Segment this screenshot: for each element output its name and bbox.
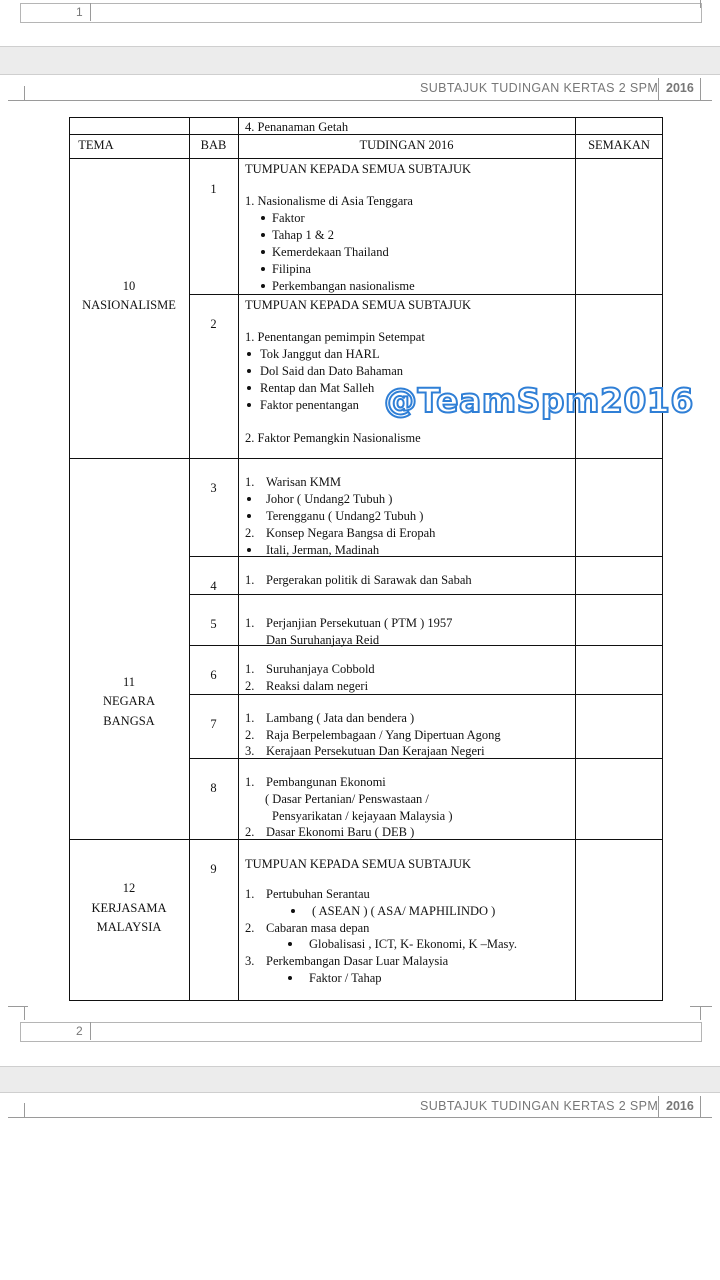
bab7-num: 3.	[245, 744, 255, 758]
rule-line	[8, 1117, 712, 1118]
bullet-icon	[247, 514, 251, 518]
bullet-icon	[247, 352, 251, 356]
rule-line	[0, 1092, 720, 1093]
rule-line	[0, 1066, 720, 1067]
bab3-bullet: Itali, Jerman, Madinah	[266, 543, 380, 557]
bab1-bullet: Kemerdekaan Thailand	[272, 245, 389, 259]
bullet-icon	[247, 386, 251, 390]
tema-12-name-line2: MALAYSIA	[96, 920, 162, 934]
rule-line	[690, 1006, 712, 1007]
bab9-num: 1.	[245, 887, 255, 901]
header-title: SUBTAJUK TUDINGAN KERTAS 2 SPM	[420, 81, 659, 95]
bab8-line: Pembangunan Ekonomi	[266, 775, 386, 789]
watermark-text: @TeamSpm2016	[384, 381, 694, 420]
bab2-bullet: Dol Said dan Dato Bahaman	[260, 364, 404, 378]
page-number: 2	[76, 1024, 83, 1038]
rule-line	[8, 1006, 28, 1007]
rule-line	[189, 294, 663, 295]
tema-10-name: NASIONALISME	[82, 298, 176, 312]
bab2-bullet: Rentap dan Mat Salleh	[260, 381, 375, 395]
bab-number: 2	[210, 317, 217, 331]
bab4-num: 1.	[245, 573, 255, 587]
bab9-num: 2.	[245, 921, 255, 935]
rule-line	[24, 1006, 25, 1020]
bab9-line: Pertubuhan Serantau	[266, 887, 370, 901]
bab6-num: 1.	[245, 662, 255, 676]
rule-line	[24, 1103, 25, 1117]
bab1-bullet: Filipina	[272, 262, 311, 276]
tema-11-name-line1: NEGARA	[102, 694, 156, 708]
rule-line	[575, 117, 576, 1001]
bab-number: 7	[210, 717, 217, 731]
bab9-focus: TUMPUAN KEPADA SEMUA SUBTAJUK	[245, 857, 472, 871]
bab-number: 4	[210, 579, 217, 593]
bab3-bullet: Terengganu ( Undang2 Tubuh )	[266, 509, 424, 523]
bullet-icon	[247, 369, 251, 373]
bab2-focus: TUMPUAN KEPADA SEMUA SUBTAJUK	[245, 298, 472, 312]
footer-frame	[20, 3, 702, 23]
rule-line	[69, 158, 663, 159]
rule-line	[69, 117, 70, 1001]
bab5-line: Dan Suruhanjaya Reid	[266, 633, 380, 647]
rule-line	[0, 46, 720, 47]
page-number: 1	[76, 5, 83, 19]
bab2-item2: 2. Faktor Pemangkin Nasionalisme	[245, 431, 421, 445]
bab1-bullet: Tahap 1 & 2	[272, 228, 334, 242]
footer-frame	[20, 1022, 702, 1042]
rule-line	[69, 1000, 663, 1001]
bab3-num: 1.	[245, 475, 255, 489]
rule-line	[700, 1006, 701, 1020]
bab1-focus: TUMPUAN KEPADA SEMUA SUBTAJUK	[245, 162, 472, 176]
rule-line	[189, 594, 663, 595]
bab8-num: 2.	[245, 825, 255, 839]
bullet-icon	[261, 267, 265, 271]
rule-line	[238, 117, 239, 1001]
rule-line	[662, 117, 663, 1001]
rule-line	[69, 458, 663, 459]
bab3-line: Konsep Negara Bangsa di Eropah	[266, 526, 436, 540]
bab-number: 8	[210, 781, 217, 795]
bullet-icon	[247, 497, 251, 501]
carryover-item: 4. Penanaman Getah	[245, 120, 349, 134]
bab9-bullet: Globalisasi , ICT, K- Ekonomi, K –Masy.	[309, 937, 517, 951]
bullet-icon	[261, 233, 265, 237]
bab-number: 6	[210, 668, 217, 682]
page-gap	[0, 1066, 720, 1092]
bab-number: 3	[210, 481, 217, 495]
rule-line	[189, 556, 663, 557]
col-header-bab: BAB	[200, 138, 227, 152]
header-year: 2016	[666, 81, 694, 95]
bullet-icon	[247, 403, 251, 407]
rule-line	[8, 100, 712, 101]
page-gap	[0, 46, 720, 74]
bab-number: 5	[210, 617, 217, 631]
bab8-num: 1.	[245, 775, 255, 789]
rule-line	[189, 645, 663, 646]
tema-10-number: 10	[122, 279, 136, 293]
bab7-line: Raja Berpelembagaan / Yang Dipertuan Agong	[266, 728, 501, 742]
rule-line	[24, 86, 25, 100]
rule-line	[69, 117, 663, 118]
rule-line	[69, 134, 663, 135]
bab8-line: Dasar Ekonomi Baru ( DEB )	[266, 825, 415, 839]
bullet-icon	[288, 942, 292, 946]
rule-line	[0, 74, 720, 75]
rule-line	[700, 1096, 701, 1117]
bab1-item: 1. Nasionalisme di Asia Tenggara	[245, 194, 413, 208]
bab6-num: 2.	[245, 679, 255, 693]
bab1-bullet: Faktor	[272, 211, 305, 225]
tema-12-number: 12	[122, 881, 136, 895]
bab2-bullet: Tok Janggut dan HARL	[260, 347, 380, 361]
bab9-line: Cabaran masa depan	[266, 921, 370, 935]
tema-11-number: 11	[122, 675, 136, 689]
bullet-icon	[288, 976, 292, 980]
bab7-num: 2.	[245, 728, 255, 742]
tema-12-name-line1: KERJASAMA	[91, 901, 167, 915]
bab2-item1: 1. Penentangan pemimpin Setempat	[245, 330, 425, 344]
col-header-semakan: SEMAKAN	[588, 138, 650, 152]
bab7-num: 1.	[245, 711, 255, 725]
tema-11-name-line2: BANGSA	[103, 714, 155, 728]
rule-line	[189, 694, 663, 695]
col-header-tudingan: TUDINGAN 2016	[359, 138, 454, 152]
bab2-bullet: Faktor penentangan	[260, 398, 359, 412]
bab3-line: Warisan KMM	[266, 475, 342, 489]
bullet-icon	[247, 548, 251, 552]
bab9-num: 3.	[245, 954, 255, 968]
rule-line	[90, 3, 91, 21]
bab5-line: Perjanjian Persekutuan ( PTM ) 1957	[266, 616, 453, 630]
bab1-bullet: Perkembangan nasionalisme	[272, 279, 415, 293]
bullet-icon	[261, 284, 265, 288]
bab7-line: Lambang ( Jata dan bendera )	[266, 711, 415, 725]
bab6-line: Reaksi dalam negeri	[266, 679, 369, 693]
bullet-icon	[261, 216, 265, 220]
header-year: 2016	[666, 1099, 694, 1113]
bullet-icon	[261, 250, 265, 254]
bab3-num: 2.	[245, 526, 255, 540]
bab9-bullet: Faktor / Tahap	[309, 971, 382, 985]
bab9-line: Perkembangan Dasar Luar Malaysia	[266, 954, 449, 968]
header-title: SUBTAJUK TUDINGAN KERTAS 2 SPM	[420, 1099, 659, 1113]
bab8-line: Pensyarikatan / kejayaan Malaysia )	[272, 809, 453, 823]
bab4-line: Pergerakan politik di Sarawak dan Sabah	[266, 573, 472, 587]
col-header-tema: TEMA	[78, 138, 114, 152]
bab-number: 9	[210, 862, 217, 876]
rule-line	[700, 0, 701, 8]
rule-line	[700, 78, 701, 100]
rule-line	[90, 1022, 91, 1040]
bab6-line: Suruhanjaya Cobbold	[266, 662, 375, 676]
bab3-bullet: Johor ( Undang2 Tubuh )	[266, 492, 393, 506]
bab7-line: Kerajaan Persekutuan Dan Kerajaan Negeri	[266, 744, 485, 758]
bab5-num: 1.	[245, 616, 255, 630]
bab8-line: ( Dasar Pertanian/ Penswastaan /	[265, 792, 429, 806]
bab9-bullet: ( ASEAN ) ( ASA/ MAPHILINDO )	[312, 904, 496, 918]
bullet-icon	[291, 909, 295, 913]
bab-number: 1	[210, 182, 217, 196]
